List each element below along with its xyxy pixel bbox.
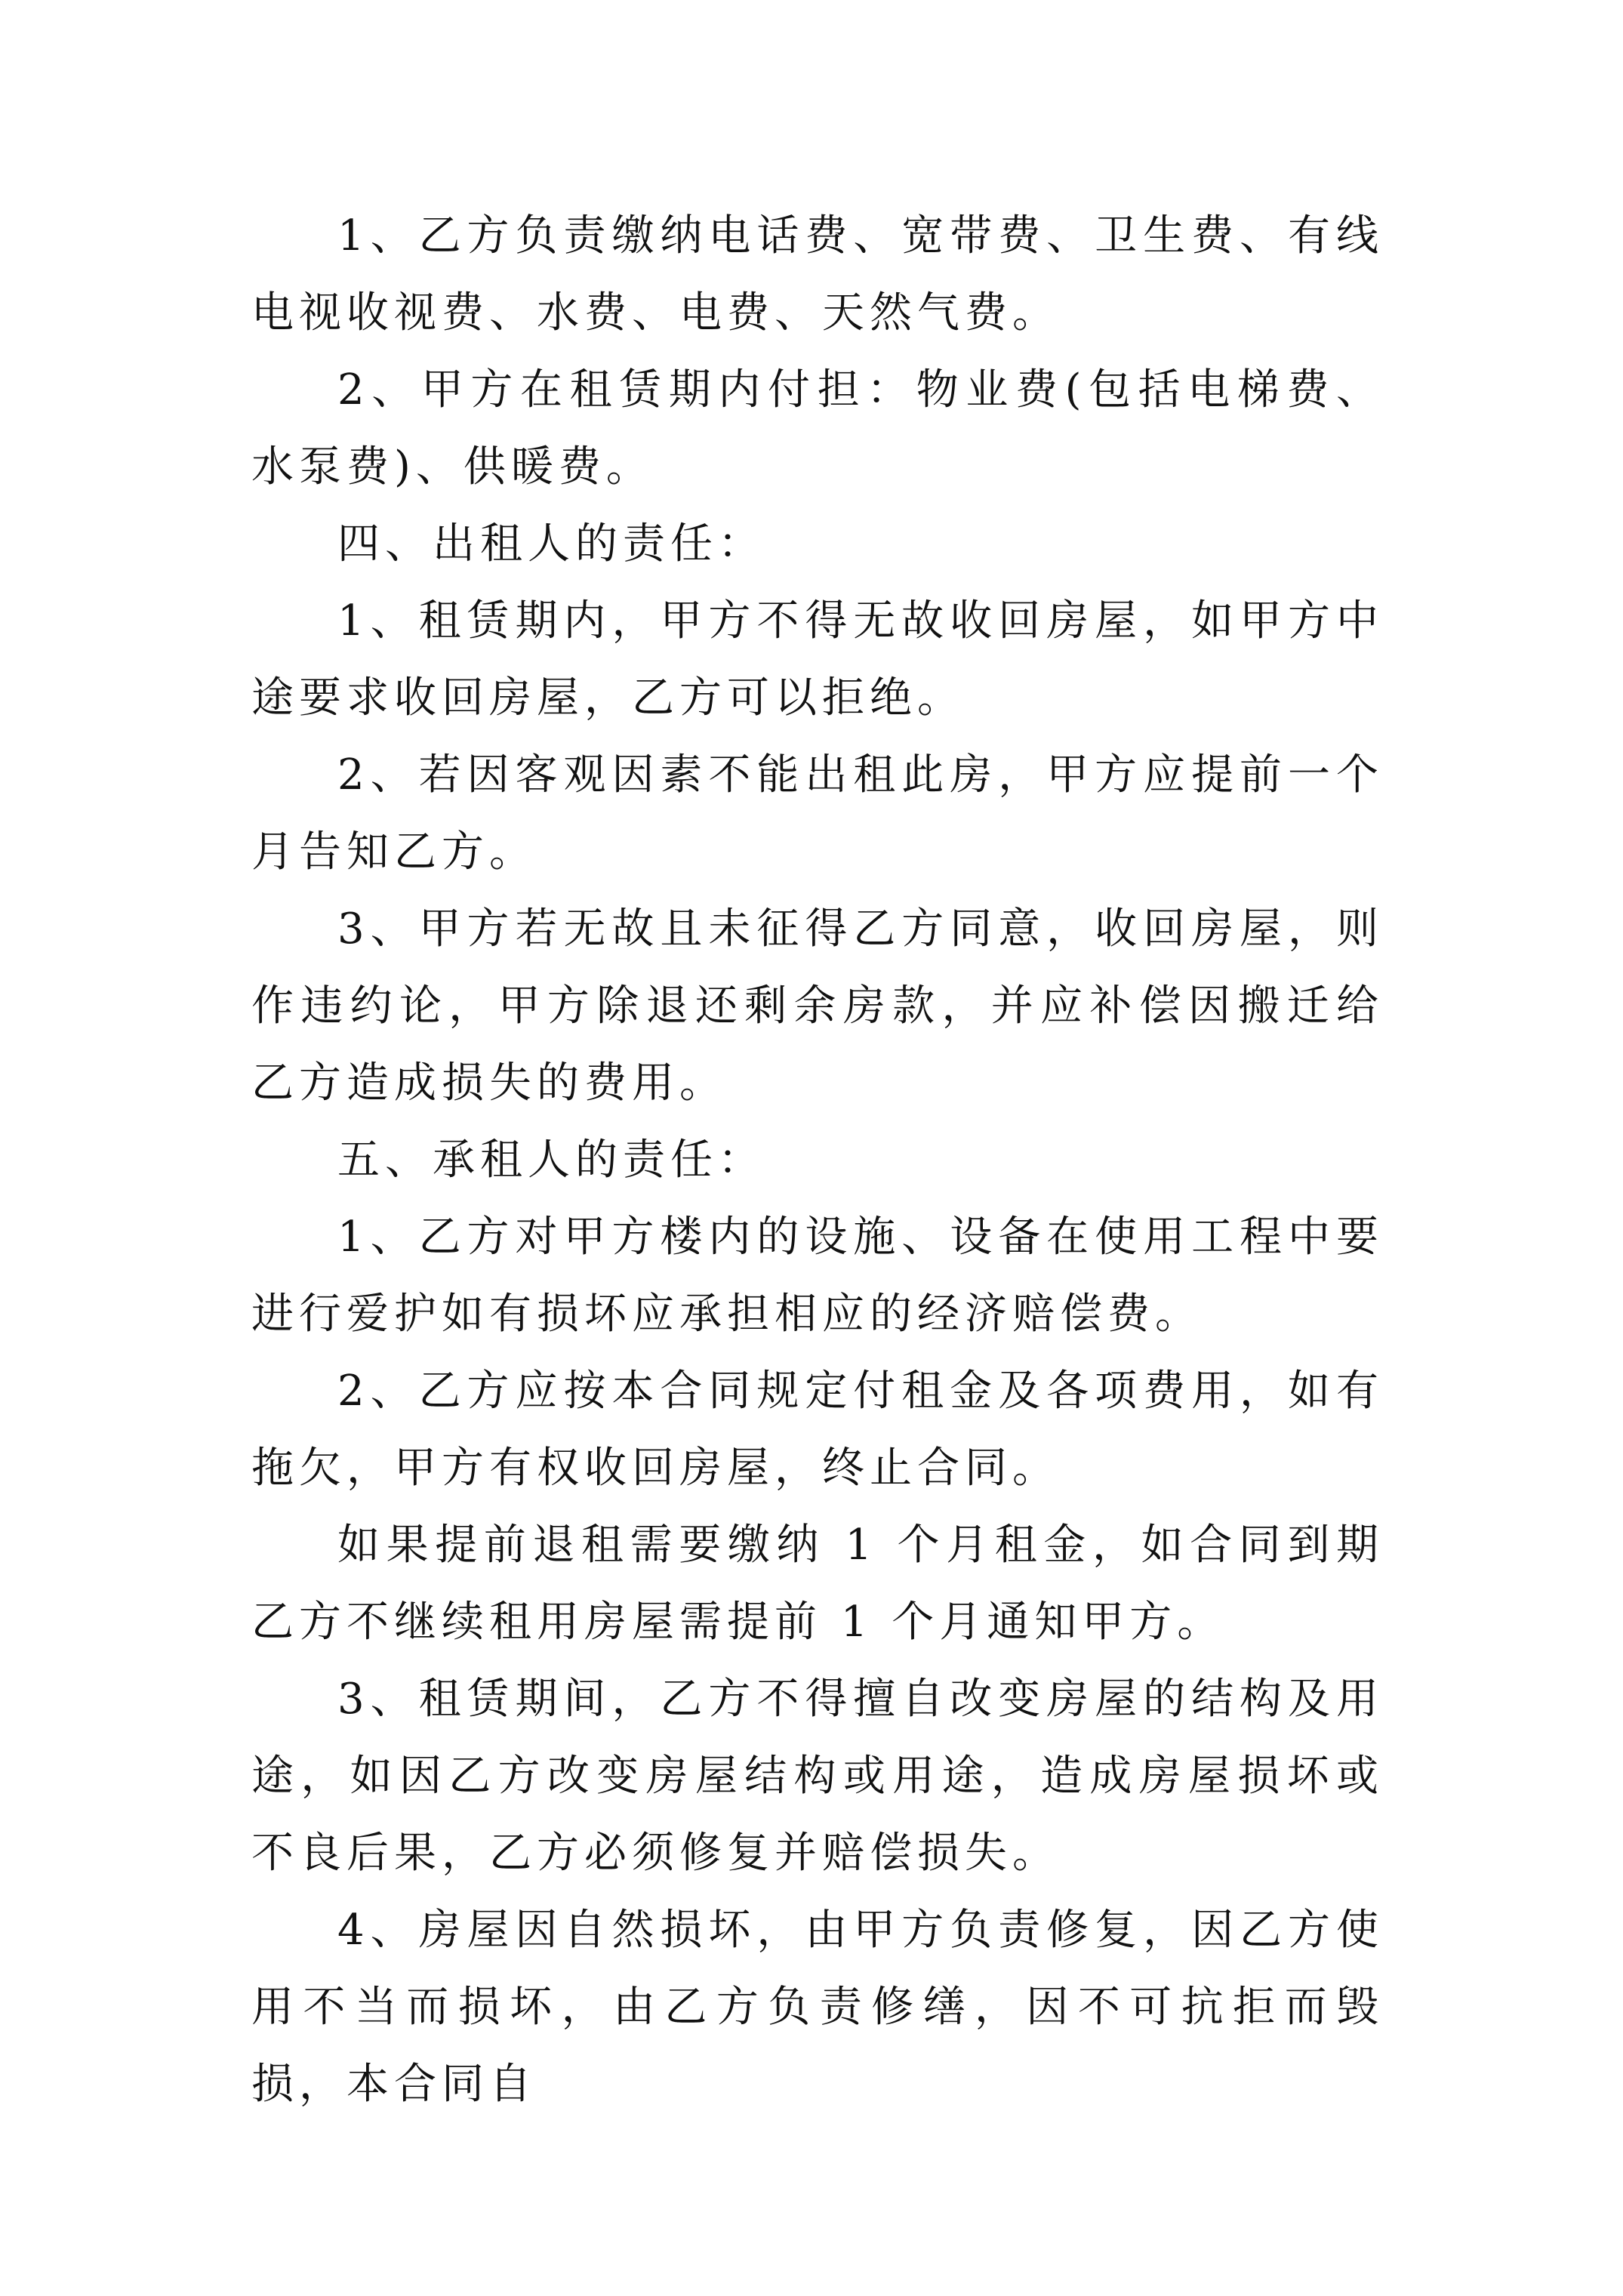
paragraph-landlord-duty-1: 1、租赁期内，甲方不得无故收回房屋，如甲方中途要求收回房屋，乙方可以拒绝。 bbox=[251, 596, 1384, 723]
paragraph-tenant-duty-3: 3、租赁期间，乙方不得擅自改变房屋的结构及用途，如因乙方改变房屋结构或用途，造成房屋损坏或不良后果，乙方必须修复并赔偿损失。 bbox=[251, 1675, 1384, 1878]
paragraph-tenant-duty-1: 1、乙方对甲方楼内的设施、设备在使用工程中要进行爱护如有损坏应承担相应的经济赔偿费。 bbox=[251, 1213, 1384, 1339]
document-body bbox=[251, 198, 1384, 2123]
paragraph-utilities-landlord: 2、甲方在租赁期内付担：物业费(包括电梯费、水泵费)、供暖费。 bbox=[251, 365, 1384, 492]
paragraph-utilities-tenant: 1、乙方负责缴纳电话费、宽带费、卫生费、有线电视收视费、水费、电费、天然气费。 bbox=[251, 211, 1384, 337]
paragraph-tenant-duty-2: 2、乙方应按本合同规定付租金及各项费用，如有拖欠，甲方有权收回房屋，终止合同。 bbox=[251, 1367, 1384, 1493]
paragraph-landlord-duty-2: 2、若因客观因素不能出租此房，甲方应提前一个月告知乙方。 bbox=[251, 750, 1384, 877]
paragraph-landlord-duty-3: 3、甲方若无故且未征得乙方同意，收回房屋，则作违约论，甲方除退还剩余房款，并应补偿因搬迁给乙方造成损失的费用。 bbox=[251, 905, 1384, 1108]
paragraph-tenant-duty-4: 4、房屋因自然损坏，由甲方负责修复，因乙方使用不当而损坏，由乙方负责修缮，因不可抗拒而毁损，本合同自 bbox=[251, 1906, 1384, 2109]
section-heading-tenant-duties: 五、承租人的责任： bbox=[337, 1136, 765, 1185]
paragraph-early-termination: 如果提前退租需要缴纳 1 个月租金，如合同到期乙方不继续租用房屋需提前 1 个月通知甲方。 bbox=[251, 1521, 1384, 1647]
section-heading-landlord-duties: 四、出租人的责任： bbox=[337, 519, 765, 569]
